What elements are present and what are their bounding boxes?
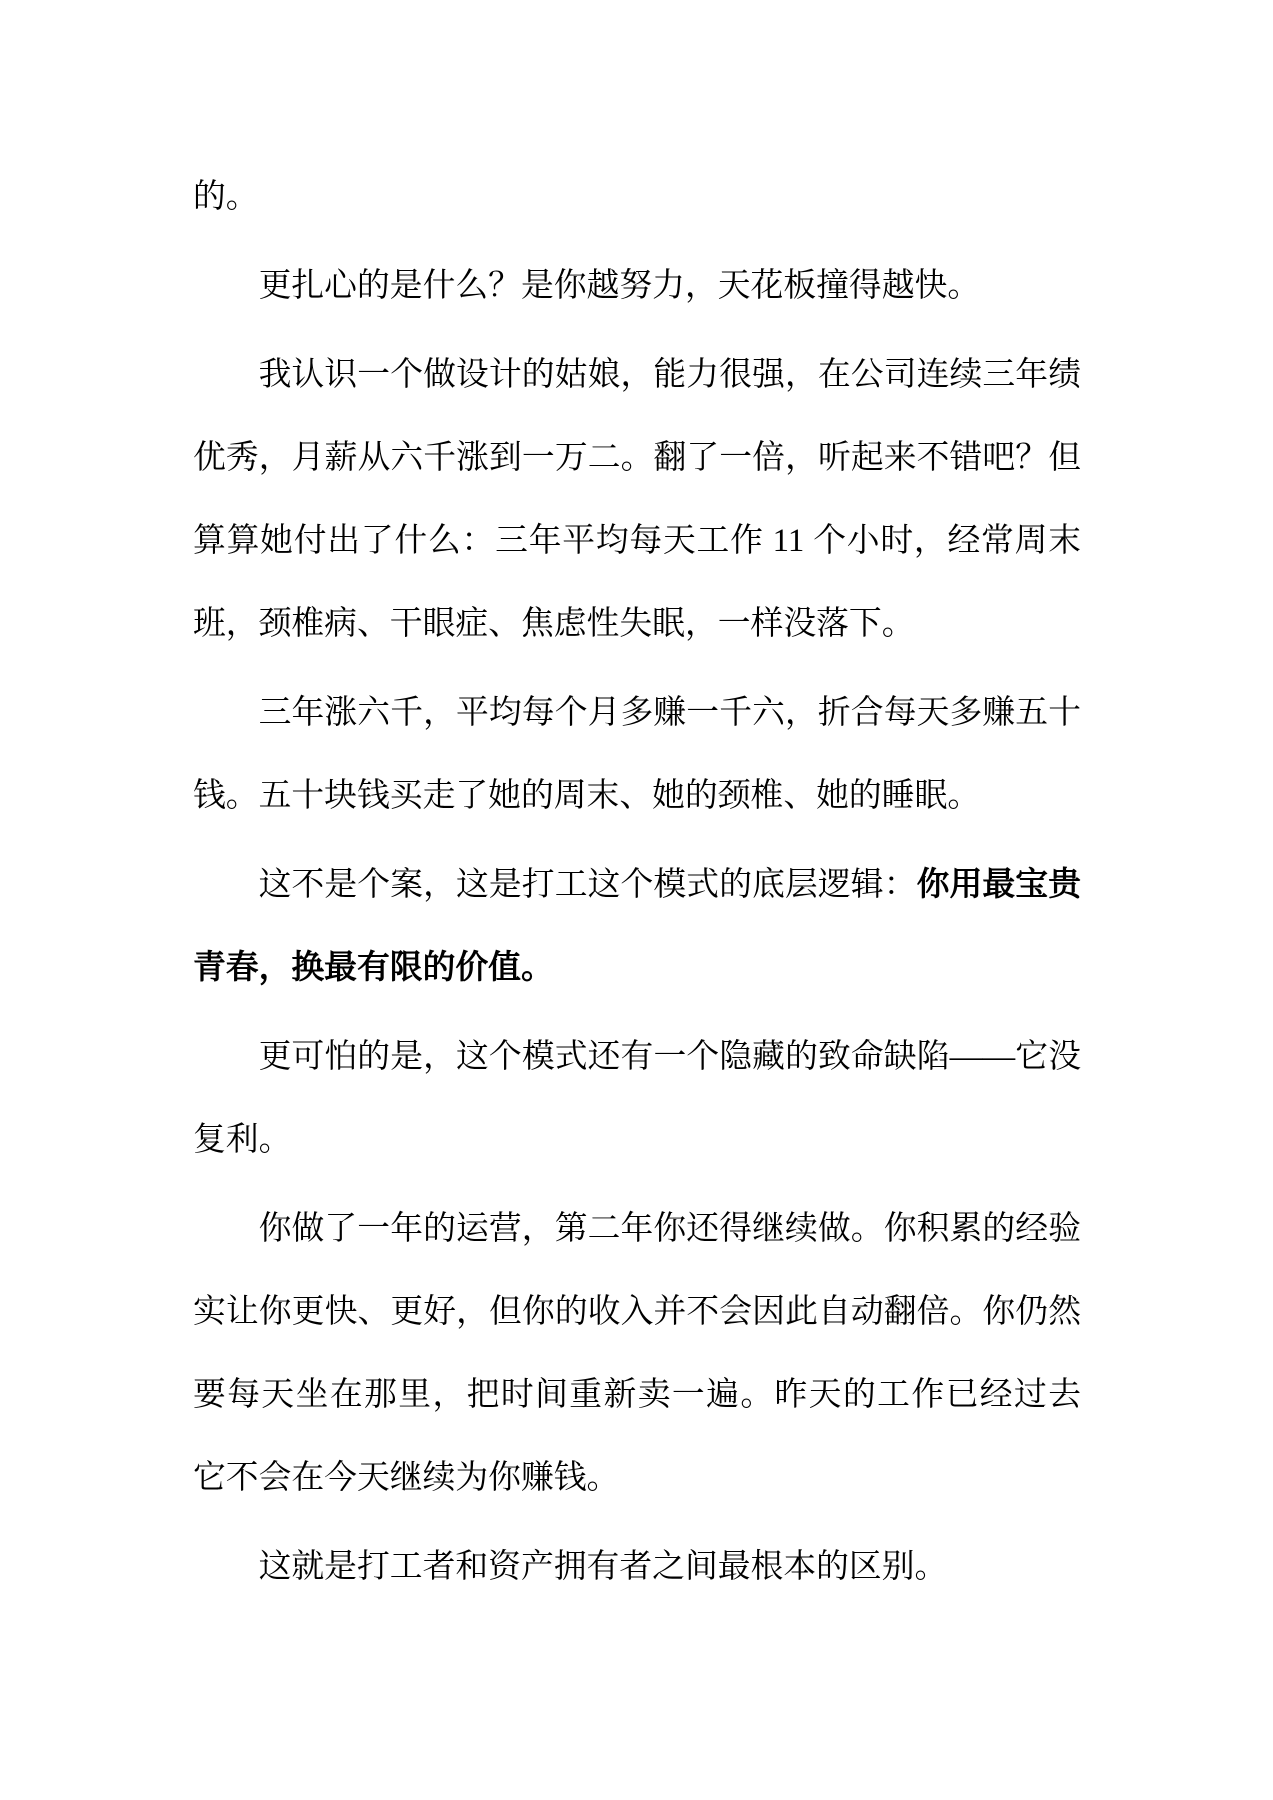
text-run: 钱。五十块钱买走了她的周末、她的颈椎、她的睡眠。	[193, 778, 981, 814]
text-line	[193, 1016, 1081, 1099]
text-line	[193, 334, 1081, 417]
text-line	[193, 417, 1081, 500]
text-line	[193, 583, 1081, 666]
text-line	[193, 245, 1081, 328]
text-line	[193, 1188, 1081, 1271]
paragraph	[193, 844, 1081, 1010]
text-run: 它不会在今天继续为你赚钱。	[193, 1460, 620, 1496]
text-line	[193, 1526, 1081, 1609]
text-run: 实让你更快、更好，但你的收入并不会因此自动翻倍。你仍然	[193, 1294, 1081, 1330]
text-line	[193, 927, 1081, 1010]
document-body	[193, 156, 1081, 1609]
paragraph	[193, 1188, 1081, 1520]
text-line	[193, 755, 1081, 838]
text-run: 三年涨六千，平均每个月多赚一千六，折合每天多赚五十	[258, 695, 1081, 731]
paragraph	[193, 334, 1081, 666]
text-run: 更可怕的是，这个模式还有一个隐藏的致命缺陷——它没	[258, 1039, 1081, 1075]
text-run: 班，颈椎病、干眼症、焦虑性失眠，一样没落下。	[193, 606, 915, 642]
text-line	[193, 672, 1081, 755]
text-line	[193, 500, 1081, 583]
text-line	[193, 1271, 1081, 1354]
text-line	[193, 1099, 1081, 1182]
text-run: 优秀，月薪从六千涨到一万二。翻了一倍，听起来不错吧？但	[193, 440, 1081, 476]
paragraph	[193, 1016, 1081, 1182]
text-run: 这不是个案，这是打工这个模式的底层逻辑：	[258, 867, 917, 903]
paragraph	[193, 1526, 1081, 1609]
text-line	[193, 1437, 1081, 1520]
text-run: 这就是打工者和资产拥有者之间最根本的区别。	[258, 1549, 948, 1585]
text-run: 你做了一年的运营，第二年你还得继续做。你积累的经验	[258, 1211, 1081, 1247]
text-line	[193, 156, 1081, 239]
text-run: 我认识一个做设计的姑娘，能力很强，在公司连续三年绩	[258, 357, 1081, 393]
text-run: 复利。	[193, 1122, 292, 1158]
text-line	[193, 1354, 1081, 1437]
text-run: 的。	[193, 179, 259, 215]
text-line	[193, 844, 1081, 927]
paragraph	[193, 245, 1081, 328]
continued-paragraph	[193, 156, 1081, 239]
paragraph	[193, 672, 1081, 838]
text-run: 要每天坐在那里，把时间重新卖一遍。昨天的工作已经过去	[193, 1377, 1081, 1413]
bold-text-run: 你用最宝贵	[916, 867, 1081, 903]
text-run: 更扎心的是什么？是你越努力，天花板撞得越快。	[258, 268, 981, 304]
text-run: 算算她付出了什么：三年平均每天工作 11 个小时，经常周末	[193, 523, 1081, 559]
bold-text-run: 青春，换最有限的价值。	[193, 950, 554, 986]
